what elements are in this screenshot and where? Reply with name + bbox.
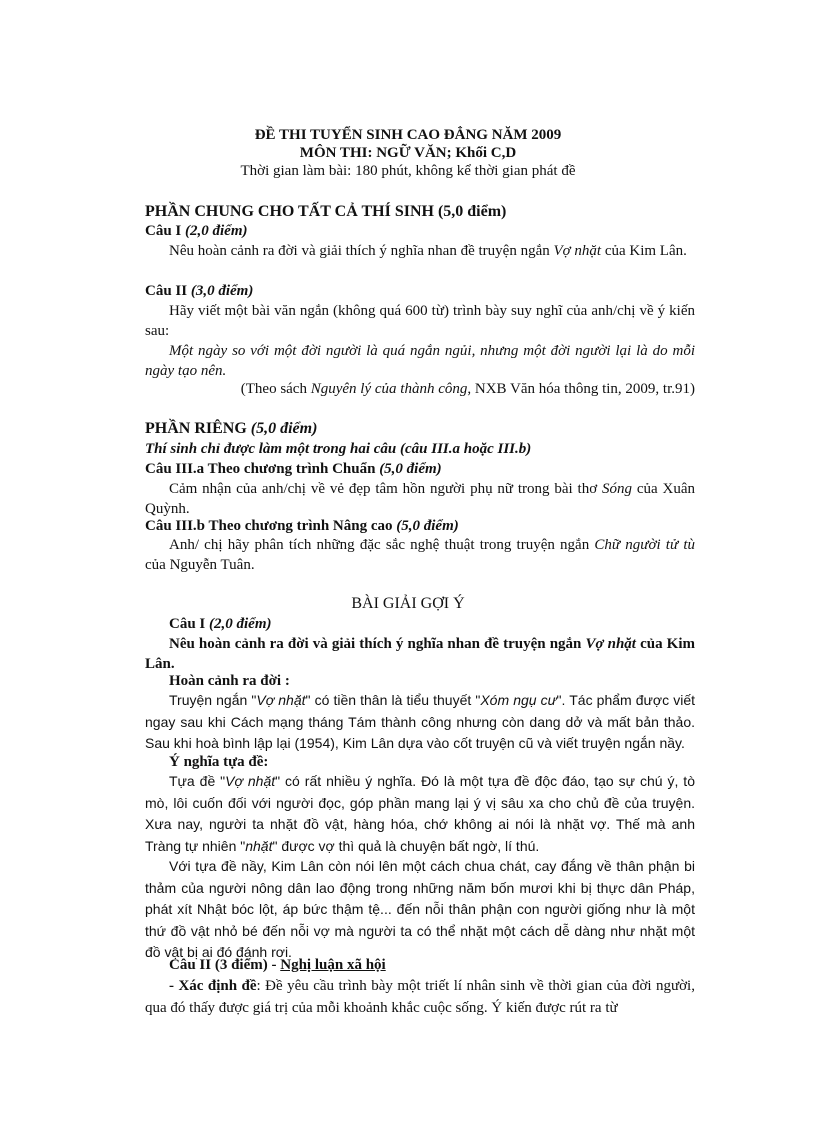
separate-heading-label: PHẦN RIÊNG bbox=[145, 420, 251, 437]
answer-q2-define-label: - Xác định đề bbox=[169, 978, 257, 994]
q3a-poem-title: Sóng bbox=[602, 481, 632, 497]
q3b-story-title: Chữ người tử tù bbox=[594, 537, 695, 553]
answer-q2-label: Câu II (3 điểm) - bbox=[169, 957, 281, 973]
q3a-text-part: của Xuân Quỳnh. bbox=[145, 481, 695, 517]
context-part: " có tiền thân là tiểu thuyết " bbox=[305, 692, 481, 708]
meaning-part: Tựa đề " bbox=[169, 773, 226, 789]
common-heading: PHẦN CHUNG CHO TẤT CẢ THÍ SINH (5,0 điểm) bbox=[145, 203, 507, 220]
answer-q2-heading bbox=[169, 955, 695, 975]
q3a-points: (5,0 điểm) bbox=[379, 461, 442, 477]
q3b-points: (5,0 điểm) bbox=[396, 518, 459, 534]
q2-source-part: (Theo sách bbox=[240, 381, 311, 397]
meaning-part: " được vợ thì quả là chuyện bất ngờ, lí thú. bbox=[272, 837, 540, 854]
q1-heading bbox=[145, 221, 695, 241]
q2-source bbox=[145, 379, 695, 399]
answer-q1-restate-title: Vợ nhặt bbox=[585, 636, 636, 652]
meaning-part: " có rất nhiều ý nghĩa. Đó là một tựa đề độc đáo, tạo sự chú ý, tò mò, lôi cuốn đối với người đọc, góp phần mang lại ý vị sâu xa cho chủ đề của truyện. Xưa nay, người ta nhặt đồ vật, hàng hóa, chớ không ai nói là nhặt vợ. Thế mà anh Tràng tự nhiên " bbox=[145, 773, 695, 854]
answer-q2-define-text: : Đề yêu cầu trình bày một triết lí nhân sinh về thời gian của đời người, qua đó thấy được giá trị của mỗi khoảnh khắc cuộc sống. Ý kiến được rút ra từ bbox=[145, 978, 695, 1016]
answer-q1-points: (2,0 điểm) bbox=[209, 616, 272, 632]
context-part: ". Tác phẩm được viết ngay sau khi Cách mạng tháng Tám thành công nhưng còn dang dở và mất bản thảo. Sau khi hoà bình lập lại (1954), Kim Lân dựa vào cốt truyện cũ và viết truyện ngắn nầy. bbox=[145, 692, 695, 751]
q2-points: (3,0 điểm) bbox=[190, 283, 254, 299]
answer-q2-define bbox=[145, 975, 695, 1019]
q3b-label: Câu III.b Theo chương trình Nâng cao bbox=[145, 518, 397, 534]
q3b-text-part: của Nguyễn Tuân. bbox=[145, 557, 255, 573]
meaning-heading: Ý nghĩa tựa đề: bbox=[169, 754, 269, 770]
separate-heading-points: (5,0 điểm) bbox=[250, 420, 318, 437]
context-title: Vợ nhặt bbox=[256, 692, 306, 708]
meaning-word: nhặt bbox=[245, 837, 273, 854]
q2-source-part: , NXB Văn hóa thông tin, 2009, tr.91) bbox=[467, 381, 695, 397]
q3b-text-part: Anh/ chị hãy phân tích những đặc sắc nghệ thuật trong truyện ngắn bbox=[169, 537, 595, 553]
q3b-text bbox=[145, 535, 695, 575]
answer-q1-restate bbox=[145, 634, 695, 674]
q1-text-part: Nêu hoàn cảnh ra đời và giải thích ý nghĩa nhan đề truyện ngắn bbox=[169, 243, 554, 259]
q2-source-book: Nguyên lý của thành công bbox=[310, 381, 468, 397]
meaning-title: Vợ nhặt bbox=[225, 773, 276, 789]
exam-subject: MÔN THI: NGỮ VĂN; Khối C,D bbox=[299, 145, 517, 161]
context-part: Truyện ngắn " bbox=[169, 692, 257, 708]
q3a-text bbox=[145, 479, 695, 519]
separate-heading bbox=[145, 419, 695, 439]
q3b-heading bbox=[145, 516, 695, 536]
q2-text: Hãy viết một bài văn ngắn (không quá 600 từ) trình bày suy nghĩ của anh/chị về ý kiến sau: bbox=[145, 303, 695, 339]
q3a-label: Câu III.a Theo chương trình Chuẩn bbox=[145, 461, 380, 477]
q1-text-part: của Kim Lân. bbox=[601, 243, 687, 259]
context-paragraph bbox=[145, 690, 695, 755]
meaning-paragraph-2: Với tựa đề nầy, Kim Lân còn nói lên một cách chua chát, cay đắng về thân phận bi thảm của người nông dân lao động trong những năm bốn mươi khi bị thực dân Pháp, phát xít Nhật bóc lột, áp bức thậm tệ... đến nỗi thân phận con người giống như là một thứ đồ vật nhỏ bé đến nỗi vợ mà người ta có thể nhặt một cách dễ dàng như nhặt một đồ vật bị ai đó đánh rơi. bbox=[145, 858, 695, 960]
q1-work-title: Vợ nhặt bbox=[553, 243, 602, 259]
answer-q1-label: Câu I bbox=[169, 616, 210, 632]
answer-q2-type: Nghị luận xã hội bbox=[280, 957, 386, 973]
answer-q1-restate-part: của Kim Lân. bbox=[145, 636, 695, 672]
answer-heading: BÀI GIẢI GỢI Ý bbox=[351, 595, 465, 612]
exam-time: Thời gian làm bài: 180 phút, không kể thời gian phát đề bbox=[240, 163, 576, 179]
q1-text bbox=[145, 241, 695, 261]
meaning-paragraph bbox=[145, 771, 695, 857]
q2-quote: Một ngày so với một đời người là quá ngắn ngủi, nhưng một đời người lại là do mỗi ngày tạo nên. bbox=[145, 343, 695, 379]
answer-q1-restate-part: Nêu hoàn cảnh ra đời và giải thích ý nghĩa nhan đề truyện ngắn bbox=[169, 636, 586, 652]
q2-label: Câu II bbox=[145, 283, 191, 299]
q1-points: (2,0 điểm) bbox=[185, 223, 248, 239]
q3a-heading bbox=[145, 459, 695, 479]
q2-heading bbox=[145, 281, 695, 301]
exam-title: ĐỀ THI TUYỂN SINH CAO ĐẲNG NĂM 2009 bbox=[254, 127, 562, 143]
context-novel-title: Xóm ngụ cư bbox=[480, 692, 557, 708]
separate-note: Thí sinh chỉ được làm một trong hai câu (câu III.a hoặc III.b) bbox=[145, 441, 532, 457]
q3a-text-part: Cảm nhận của anh/chị về vẻ đẹp tâm hồn người phụ nữ trong bài thơ bbox=[169, 481, 602, 497]
answer-q1-heading bbox=[169, 614, 695, 634]
q1-label: Câu I bbox=[145, 223, 186, 239]
context-heading: Hoàn cảnh ra đời : bbox=[169, 673, 290, 689]
